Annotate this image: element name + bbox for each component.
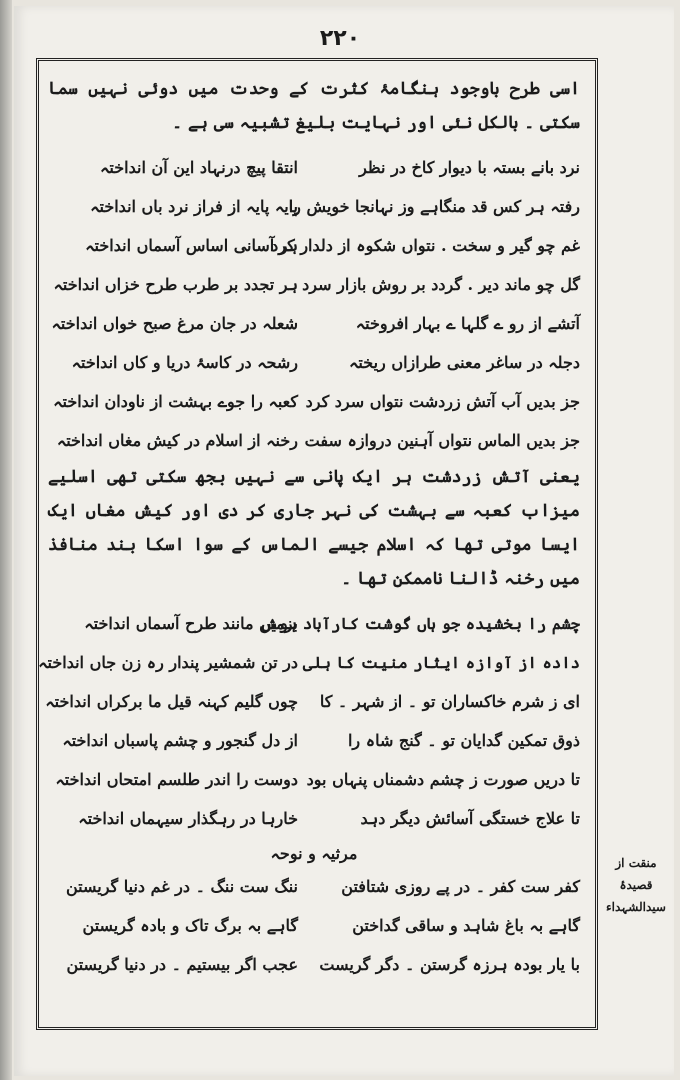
- first-hemistich: با یار بودہ ہرزہ گرستن ۔ دگر گریست: [319, 955, 580, 974]
- second-hemistich: ننگ ست ننگ ۔ در غم دنیا گریستن: [65, 877, 298, 896]
- couplet: [48, 304, 580, 343]
- couplet: [48, 721, 580, 760]
- margin-note-line: منقت از: [615, 856, 657, 870]
- book-binding: [0, 0, 12, 1080]
- second-hemistich: رخنہ از اسلام در کیش مغاں انداختہ: [56, 431, 298, 450]
- first-hemistich: جز بدیں الماس نتواں آہنین دروازہ سفت: [304, 431, 580, 450]
- margin-note: [606, 852, 666, 918]
- page-content: [38, 72, 580, 984]
- first-hemistich: تا دریں صورت ز چشم دشمناں پنہاں بود: [306, 770, 580, 789]
- first-hemistich: گاہے بہ باغ شاہد و ساقی گداختن: [352, 916, 580, 935]
- couplet: [48, 343, 580, 382]
- first-hemistich: تا علاج خستگی آسائش دیگر دہد: [360, 809, 580, 828]
- second-hemistich: عجب اگر بیستیم ۔ در دنیا گریستن: [66, 955, 298, 974]
- first-hemistich: جز بدیں آب آتش زردشت نتواں سرد کرد: [305, 392, 580, 411]
- second-hemistich: انتقا پیچ درنہاد این آن انداختہ: [100, 158, 298, 177]
- first-hemistich: غم چو گیر و سخت . نتواں شکوہ از دلدار کرد: [271, 236, 580, 255]
- first-hemistich: ای ز شرم خاکساران تو ۔ از شہر ۔ کا: [319, 692, 580, 711]
- couplet-group-1: [48, 148, 580, 460]
- section-heading: مرثیہ و نوحہ: [270, 844, 358, 863]
- couplet: [48, 421, 580, 460]
- first-hemistich: ذوق تمکین گدایان تو ۔ گنج شاہ را: [347, 731, 580, 750]
- couplet: [48, 226, 580, 265]
- second-hemistich: ہر تجدد بر طرب طرح خزاں انداختہ: [53, 275, 298, 294]
- first-hemistich: رفتہ ہر کس قد منگاہے وز نہانجا خویش را: [288, 197, 580, 216]
- couplet: [48, 760, 580, 799]
- intro-paragraph: اسی طرح باوجود ہنگامۂ کثرت کے وحدت میں دوئی نہیں سما سکتی ۔ بالکل نئی اور نہایت بلیغ تشبیہ سی ہے ۔: [48, 79, 580, 133]
- couplet: [48, 945, 580, 984]
- couplet: [48, 187, 580, 226]
- second-hemistich: کعبہ را جوے بہشت از ناودان انداختہ: [53, 392, 298, 411]
- page-number: ۲۲۰: [319, 26, 361, 51]
- couplet: [38, 643, 580, 682]
- couplet-group-2: [38, 604, 580, 838]
- first-hemistich: آتشے از رو ے گلہا ے بہار افروختہ: [355, 314, 580, 333]
- second-hemistich: گاہے بہ برگ تاک و بادہ گریستن: [82, 916, 298, 935]
- second-hemistich: ہر آسانی اساس آسماں انداختہ: [85, 236, 298, 255]
- second-hemistich: خارہا در رہگذار سیہماں انداختہ: [78, 809, 298, 828]
- couplet: [48, 604, 580, 643]
- explanation-paragraph: یعنی آتش زردشت ہر ایک پانی سے نہیں بجھ سکتی تھی اسلیے میزاب کعبہ سے بہشت کی نہر جاری کر دی اور کیش مغاں ایک ایسا موتی تھا کہ اسلام جیسے الماس کے سوا اسکا بند منافذ میں رخنہ ڈالنا ناممکن تھا ۔: [48, 467, 580, 589]
- couplet: [48, 867, 580, 906]
- couplet: [48, 382, 580, 421]
- couplet: [48, 906, 580, 945]
- second-hemistich: شعلہ در جان مرغ صبح خواں انداختہ: [51, 314, 298, 333]
- first-hemistich: دجلہ در ساغر معنی طرازاں ریختہ: [349, 353, 580, 372]
- second-hemistich: پایہ پایہ از فراز نرد باں انداختہ: [90, 197, 298, 216]
- second-hemistich: از دل گنجور و چشم پاسباں انداختہ: [62, 731, 298, 750]
- couplet-group-3: [48, 867, 580, 984]
- margin-note-line: سیدالشہداء: [606, 900, 666, 914]
- couplet: [48, 265, 580, 304]
- couplet: [48, 799, 580, 838]
- first-hemistich: کفر ست کفر ۔ در پے روزی شتافتن: [341, 877, 580, 896]
- first-hemistich: نرد بانے بستہ با دیوار کاخ در نظر: [359, 158, 580, 177]
- couplet: [48, 148, 580, 187]
- second-hemistich: دوست را اندر طلسم امتحاں انداختہ: [55, 770, 298, 789]
- second-hemistich: رشحہ در کاسۂ دریا و کاں انداختہ: [71, 353, 298, 372]
- first-hemistich: دادہ از آوازہ ایثار منیت کا ہلی: [302, 653, 580, 672]
- second-hemistich: در تن شمشیر پندار رہ زن جاں انداختہ: [38, 653, 298, 672]
- couplet: [45, 682, 580, 721]
- second-hemistich: بزمیں مانند طرح آسماں انداختہ: [84, 614, 298, 633]
- first-hemistich: چشم را بخشیدہ جو ہاں گوشت کارآباد ہوش: [259, 614, 580, 633]
- margin-note-line: قصیدۂ: [619, 878, 653, 892]
- first-hemistich: گل چو ماند دیر . گردد بر روش بازار سرد: [302, 275, 580, 294]
- second-hemistich: چوں گلیم کہنہ قیل ما برکراں انداختہ: [45, 692, 298, 711]
